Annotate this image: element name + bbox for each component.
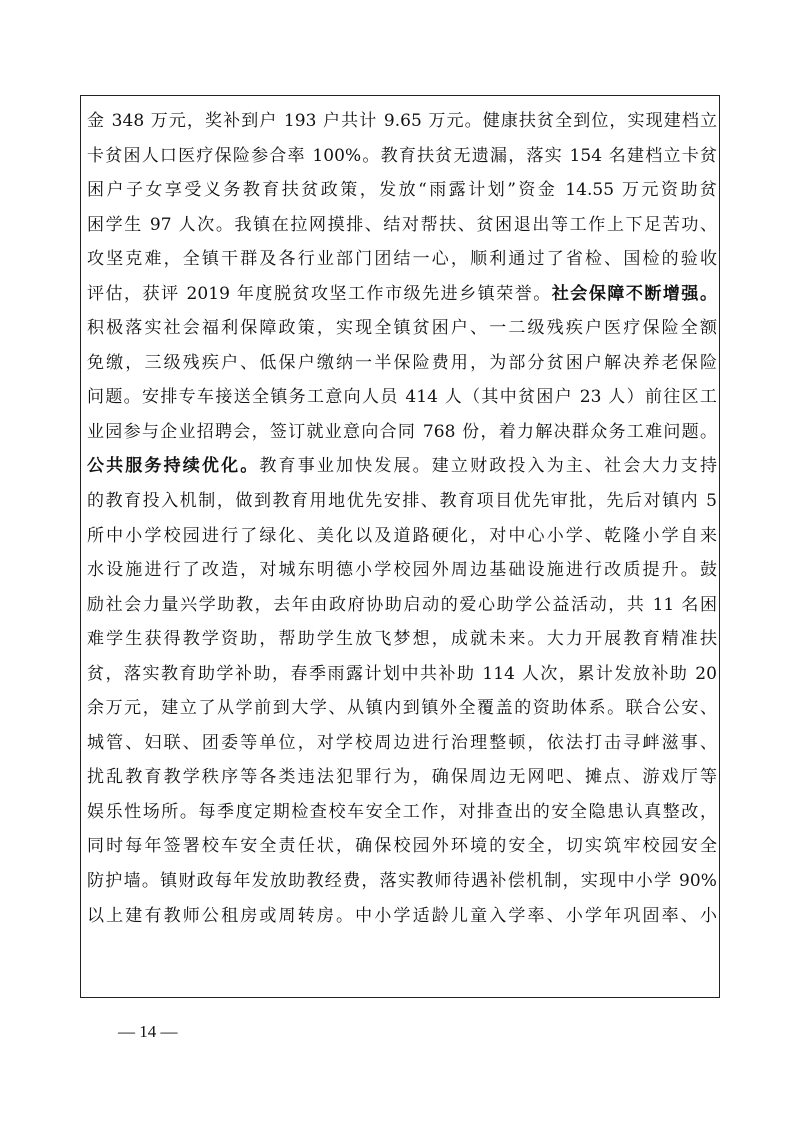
page-number: — 14 — xyxy=(118,1022,178,1041)
text-line: 的教育投入机制，做到教育用地优先安排、教育项目优先审批，先后对镇内 5 xyxy=(87,491,717,512)
section-heading: 公共服务持续优化。 xyxy=(87,456,260,477)
text-line: 公共服务持续优化。教育事业加快发展。建立财政投入为主、社会大力支持 xyxy=(87,456,717,477)
text-line: 以上建有教师公租房或周转房。中小学适龄儿童入学率、小学年巩固率、小 xyxy=(87,905,717,926)
text-line: 问题。安排专车接送全镇务工意向人员 414 人（其中贫困户 23 人）前往区工 xyxy=(87,387,717,408)
text-line: 防护墙。镇财政每年发放助教经费，落实教师待遇补偿机制，实现中小学 90% xyxy=(87,871,717,892)
text-line: 城管、妇联、团委等单位，对学校周边进行治理整顿，依法打击寻衅滋事、 xyxy=(87,732,717,753)
text-line: 水设施进行了改造，对城东明德小学校园外周边基础设施进行改质提升。鼓 xyxy=(87,560,717,581)
text-line: 娱乐性场所。每季度定期检查校车安全工作，对排查出的安全隐患认真整改， xyxy=(87,801,717,822)
text-line: 金 348 万元，奖补到户 193 户共计 9.65 万元。健康扶贫全到位，实现建档立 xyxy=(87,111,717,131)
text-line: 积极落实社会福利保障政策，实现全镇贫困户、一二级残疾户医疗保险全额 xyxy=(87,318,717,339)
text-line: 攻坚克难，全镇干群及各行业部门团结一心，顺利通过了省检、国检的验收 xyxy=(87,249,717,270)
body-text xyxy=(87,104,717,933)
text-line: 卡贫困人口医疗保险参合率 100%。教育扶贫无遗漏，落实 154 名建档立卡贫 xyxy=(87,145,717,166)
text-line: 评估，获评 2019 年度脱贫攻坚工作市级先进乡镇荣誉。社会保障不断增强。 xyxy=(87,283,717,304)
text-line: 难学生获得教学资助，帮助学生放飞梦想，成就未来。大力开展教育精准扶 xyxy=(87,629,717,650)
text-line: 所中小学校园进行了绿化、美化以及道路硬化，对中心小学、乾隆小学自来 xyxy=(87,525,717,546)
text-line: 贫，落实教育助学补助，春季雨露计划中共补助 114 人次，累计发放补助 20 xyxy=(87,663,717,684)
text-line: 同时每年签署校车安全责任状，确保校园外环境的安全，切实筑牢校园安全 xyxy=(87,836,717,857)
text-line: 励社会力量兴学助教，去年由政府协助启动的爱心助学公益活动，共 11 名困 xyxy=(87,594,717,615)
text-line: 困学生 97 人次。我镇在拉网摸排、结对帮扶、贫困退出等工作上下足苦功、 xyxy=(87,214,717,235)
text-line: 困户子女享受义务教育扶贫政策，发放“雨露计划”资金 14.55 万元资助贫 xyxy=(87,180,717,201)
text-line: 扰乱教育教学秩序等各类违法犯罪行为，确保周边无网吧、摊点、游戏厅等 xyxy=(87,767,717,788)
text-line: 余万元，建立了从学前到大学、从镇内到镇外全覆盖的资助体系。联合公安、 xyxy=(87,698,717,719)
section-heading: 社会保障不断增强。 xyxy=(551,283,717,304)
text-line: 业园参与企业招聘会，签订就业意向合同 768 份，着力解决群众务工难问题。 xyxy=(87,421,717,442)
text-line: 免缴，三级残疾户、低保户缴纳一半保险费用，为部分贫困户解决养老保险 xyxy=(87,352,717,373)
